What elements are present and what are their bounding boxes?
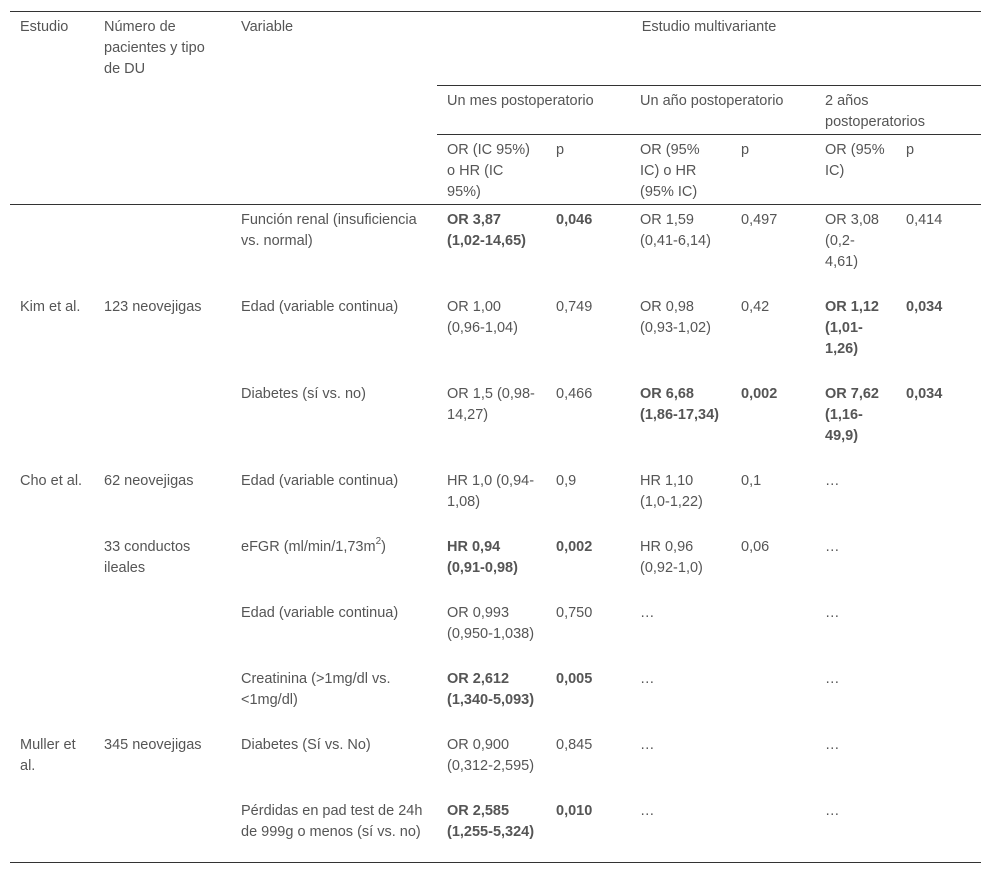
- cell-p-1: 0,9: [556, 473, 577, 489]
- cell-or-2: HR 1,10 (1,0-1,22): [640, 473, 703, 510]
- cell-variable: Función renal (insuficiencia vs. normal): [241, 212, 417, 249]
- cell-or-3: …: [825, 803, 840, 819]
- variable-tail: ): [381, 539, 386, 555]
- header-periodo-2: Un año postoperatorio: [630, 86, 815, 135]
- cell-p-3: [896, 796, 981, 863]
- cell-pacientes: [94, 205, 231, 293]
- cell-pacientes: 123 neovejigas: [104, 299, 202, 315]
- cell-p-1: 0,749: [556, 299, 593, 315]
- cell-or-3: OR 3,08 (0,2-4,61): [825, 212, 879, 270]
- cell-estudio: [10, 379, 94, 466]
- variable-text: eFGR (ml/min/1,73m: [241, 539, 376, 555]
- cell-p-2: [731, 664, 815, 730]
- cell-p-1: 0,005: [556, 671, 593, 687]
- cell-variable: [231, 532, 437, 598]
- cell-or-1: OR 2,585 (1,255-5,324): [447, 803, 535, 840]
- cell-pacientes: [94, 379, 231, 466]
- header-periodo-1: Un mes postoperatorio: [437, 86, 630, 135]
- cell-or-2: …: [640, 605, 655, 621]
- cell-p-1: 0,845: [556, 737, 593, 753]
- header-p-3: p: [906, 142, 915, 158]
- cell-estudio: [10, 205, 94, 293]
- cell-or-2: OR 1,59 (0,41-6,14): [640, 212, 711, 249]
- cell-p-1: 0,750: [556, 605, 593, 621]
- cell-or-1: OR 3,87 (1,02-14,65): [447, 212, 526, 249]
- cell-or-2: OR 6,68 (1,86-17,34): [640, 386, 719, 423]
- header-or-3: OR (95% IC): [825, 142, 885, 179]
- cell-p-2: 0,002: [741, 386, 778, 402]
- table-row: [10, 292, 981, 379]
- table-row: [10, 205, 981, 293]
- cell-p-2: [731, 796, 815, 863]
- cell-estudio: [10, 532, 94, 598]
- header-row-1: [10, 12, 981, 86]
- cell-or-1: HR 1,0 (0,94-1,08): [447, 473, 535, 510]
- cell-pacientes: 62 neovejigas: [104, 473, 194, 489]
- cell-variable: Edad (variable continua): [241, 473, 399, 489]
- cell-p-2: [731, 730, 815, 796]
- cell-p-1: 0,002: [556, 539, 593, 555]
- results-table: [10, 11, 981, 863]
- cell-or-2: …: [640, 737, 655, 753]
- cell-or-2: …: [640, 671, 655, 687]
- table-row: [10, 664, 981, 730]
- cell-estudio: [10, 664, 94, 730]
- table-row: [10, 730, 981, 796]
- cell-or-1: OR 2,612 (1,340-5,093): [447, 671, 535, 708]
- cell-p-1: 0,466: [556, 386, 593, 402]
- cell-estudio: [10, 598, 94, 664]
- cell-p-3: 0,034: [906, 386, 943, 402]
- cell-pacientes: [94, 796, 231, 863]
- cell-pacientes: 345 neovejigas: [104, 737, 202, 753]
- cell-or-3: OR 1,12 (1,01-1,26): [825, 299, 879, 357]
- header-p-1: p: [556, 142, 565, 158]
- cell-or-2: …: [640, 803, 655, 819]
- cell-estudio: Cho et al.: [20, 473, 83, 489]
- cell-or-2: OR 0,98 (0,93-1,02): [640, 299, 711, 336]
- table-row: [10, 532, 981, 598]
- cell-or-1: OR 0,900 (0,312-2,595): [447, 737, 535, 774]
- cell-or-3: …: [825, 671, 840, 687]
- cell-p-1: 0,046: [556, 212, 593, 228]
- header-multivariante: Estudio multivariante: [437, 12, 981, 86]
- cell-variable: Diabetes (sí vs. no): [241, 386, 366, 402]
- cell-or-1: OR 0,993 (0,950-1,038): [447, 605, 535, 642]
- cell-estudio: Kim et al.: [20, 299, 81, 315]
- table-row: [10, 796, 981, 863]
- table-row: [10, 466, 981, 532]
- cell-or-1: OR 1,5 (0,98-14,27): [447, 386, 535, 423]
- cell-p-2: 0,497: [741, 212, 778, 228]
- header-estudio: Estudio: [20, 19, 69, 35]
- header-or-1: OR (IC 95%) o HR (IC 95%): [447, 142, 530, 200]
- table-row: [10, 598, 981, 664]
- header-pacientes: Número de pacientes y tipo de DU: [104, 19, 205, 77]
- cell-p-1: 0,010: [556, 803, 593, 819]
- cell-variable: Diabetes (Sí vs. No): [241, 737, 371, 753]
- cell-p-2: 0,06: [741, 539, 770, 555]
- cell-variable: Creatinina (>1mg/dl vs.<1mg/dl): [241, 671, 391, 708]
- cell-p-3: [896, 466, 981, 532]
- cell-p-3: [896, 598, 981, 664]
- header-p-2: p: [741, 142, 750, 158]
- header-or-2: OR (95% IC) o HR (95% IC): [640, 142, 700, 200]
- cell-p-3: [896, 730, 981, 796]
- cell-or-3: …: [825, 737, 840, 753]
- cell-pacientes: 33 conductos ileales: [104, 539, 191, 576]
- cell-or-3: …: [825, 605, 840, 621]
- cell-variable: Pérdidas en pad test de 24h de 999g o menos (sí vs. no): [241, 803, 423, 840]
- cell-or-3: …: [825, 539, 840, 555]
- header-periodo-3: 2 años postoperatorios: [815, 86, 981, 135]
- cell-variable: Edad (variable continua): [241, 605, 399, 621]
- cell-p-3: 0,414: [906, 212, 943, 228]
- cell-p-3: [896, 664, 981, 730]
- cell-or-3: OR 7,62 (1,16-49,9): [825, 386, 879, 444]
- cell-variable: Edad (variable continua): [241, 299, 399, 315]
- cell-p-3: [896, 532, 981, 598]
- cell-p-2: 0,42: [741, 299, 770, 315]
- cell-pacientes: [94, 664, 231, 730]
- cell-pacientes: [94, 598, 231, 664]
- variable-superscript: 2: [375, 536, 382, 548]
- cell-p-2: [731, 598, 815, 664]
- cell-estudio: Muller et al.: [20, 737, 76, 774]
- table-body: [10, 205, 981, 863]
- cell-or-1: OR 1,00 (0,96-1,04): [447, 299, 518, 336]
- table-row: [10, 379, 981, 466]
- header-variable: Variable: [241, 19, 294, 35]
- cell-or-3: …: [825, 473, 840, 489]
- cell-estudio: [10, 796, 94, 863]
- cell-p-3: 0,034: [906, 299, 943, 315]
- cell-p-2: 0,1: [741, 473, 762, 489]
- cell-or-1: HR 0,94 (0,91-0,98): [447, 539, 518, 576]
- cell-or-2: HR 0,96 (0,92-1,0): [640, 539, 703, 576]
